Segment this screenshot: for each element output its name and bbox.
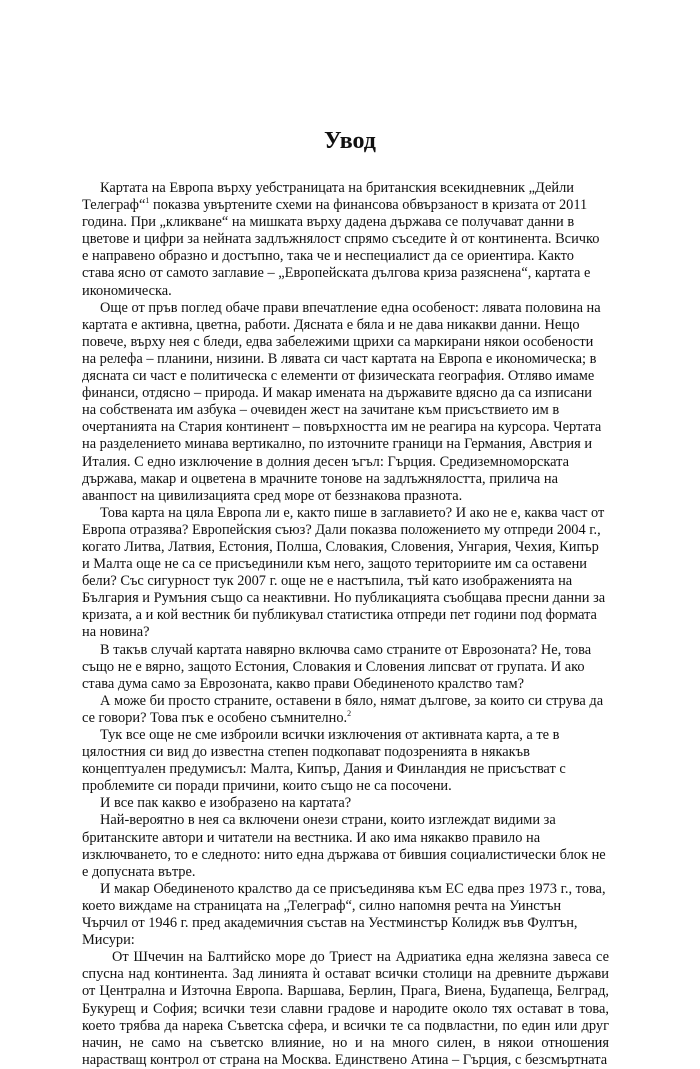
paragraph-3: Това карта на цяла Европа ли е, както пише в заглавието? И ако не е, каква част от Европа отразява? Европейския съюз? Дали показва положението му отпреди 2004 г., когато Литва, Латвия, Естония, Полша, Словакия, Словения, Унгария, Чехия, Кипър и Малта още не са се присъединили към него, защото териториите им са оставени бели? Със сигурност тук 2007 г. още не е настъпила, тъй като изображенията на България и Румъния също са неактивни. Но публикацията съобщава пресни данни за кризата, а и кой вестник би публикувал статистика отпреди пет години под формата на новина? (82, 504, 606, 641)
paragraph-1 (82, 180, 609, 300)
paragraph-4: В такъв случай картата навярно включва само страните от Еврозоната? Не, това също не е вярно, защото Естония, Словакия и Словения липсват от групата. И ако става дума само за Еврозоната, какво прави Обединеното кралство там? (82, 641, 592, 692)
footnote-marker-1: 1 (145, 196, 150, 206)
paragraph-5 (82, 693, 609, 727)
page-title: Увод (324, 128, 376, 154)
paragraph-6: Тук все още не сме изброили всички изключения от активната карта, а те в цялостния си вид до известна степен подкопават подозренията в някакъв концептуален предумисъл: Малта, Кипър, Дания и Финландия не присъстват с проблемите си поради причини, които също не са посочени. (82, 727, 566, 795)
paragraph-text: Картата на Европа върху уебстраницата на британския всекидневник „Дейли Телеграф“ (82, 180, 574, 214)
block-quote: От Шчечин на Балтийско море до Триест на Адриатика една желязна завеса се спусна над континента. Зад линията ѝ остават всички столици на древните държави от Централна и Източна Европа. Варшава, Берлин, Прага, Виена, Будапеща, Белград, Букурещ и София; всички тези славни градове и народите около тях остават в това, което трябва да нарека Съветска сфера, и всички те са подвластни, по един или друг начин, не само на съветско влияние, но и на много силен, в някои отношения нарастващ контрол от страна на Москва. Единствено Атина – Гърция, с безсмъртната (82, 949, 609, 1068)
paragraph-7: И все пак какво е изобразено на картата? (100, 795, 352, 812)
paragraph-2: Още от пръв поглед обаче прави впечатление една особеност: лявата половина на картата е активна, цветна, работи. Дясната е бяла и не дава никакви данни. Нещо повече, върху нея с бледи, едва забележими щрихи са маркирани някои особености на релефа – планини, низини. В лявата си част картата на Европа е икономическа; в дясната си част е политическа с елементи от физическата география. Отляво имаме финанси, отдясно – природа. И макар имената на държавите вдясно да са изписани на собствената им азбука – очевиден жест на зачитане към присъствието им в очертанията на Стария континент – повърхността им не реагира на курсора. Чертата на разделението минава вертикално, по източните граници на Германия, Австрия и Италия. С едно изключение в долния десен ъгъл: Гърция. Средиземноморската държава, макар и оцветена в мрачните тонове на задлъжнялостта, прилича на аванпост на цивилизацията сред море от беззнакова празнота. (82, 299, 602, 504)
paragraph-text-continued: показва увъртените схеми на финансова обвързаност в кризата от 2011 година. При „кликване“ на мишката върху дадена държава се получават данни в цветове и цифри за нейната задлъжнялост спрямо съседите ѝ от континента. Всичко е направено образно и достъпно, така че и неспециалист да се ориентира. Както става ясно от самото заглавие – „Европейската дългова криза разяснена“, картата е икономическа. (82, 197, 600, 299)
paragraph-text: А може би просто страните, оставени в бяло, нямат дългове, за които си струва да се говори? Това пък е особено съмнително. (82, 692, 604, 726)
paragraph-9: И макар Обединеното кралство да се присъединява към ЕС едва през 1973 г., това, което виждаме на страницата на „Телеграф“, силно напомня речта на Уинстън Чърчил от 1946 г. пред академичния състав на Уестминстър Колидж във Фултън, Мисури: (82, 880, 606, 949)
footnote-marker-2: 2 (347, 709, 352, 719)
body-text (82, 180, 609, 1069)
paragraph-8: Най-вероятно в нея са включени онези страни, които изглеждат видими за британските автори и читатели на вестника. И ако има някакво правило на изключването, то е следното: нито една държава от бившия социалистически блок не е допусната вътре. (82, 812, 606, 880)
